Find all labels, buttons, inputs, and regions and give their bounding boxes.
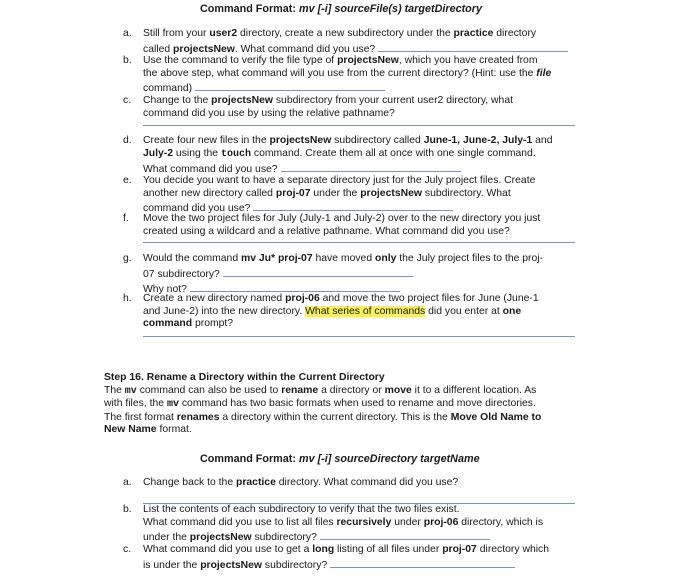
answer-blank[interactable] xyxy=(195,80,385,91)
bold-run: proj-07 xyxy=(275,187,311,199)
item-letter: f. xyxy=(123,213,129,224)
text-line xyxy=(143,175,593,188)
text-run: What command did you use? xyxy=(143,164,278,176)
answer-blank[interactable] xyxy=(378,41,568,52)
question-item xyxy=(123,135,593,177)
bold-run: long xyxy=(312,544,335,555)
bold-run: proj-06 xyxy=(423,516,459,528)
text-line xyxy=(104,412,594,425)
section-body xyxy=(104,385,594,437)
answer-blank[interactable] xyxy=(223,266,413,277)
text-line xyxy=(143,213,593,226)
text-line xyxy=(143,68,593,81)
text-line xyxy=(143,544,593,557)
text-run: Would the command xyxy=(143,253,241,264)
bold-run: user2 xyxy=(209,28,238,39)
text-run: listing of all files under xyxy=(334,544,443,555)
text-run: under xyxy=(391,516,424,528)
bold-run: June-1, June-2, July-1 xyxy=(423,135,533,146)
text-run: the above step, what command will you use from the current directory? (Hint: use the xyxy=(143,67,537,79)
text-run: a directory within the current directory. This is the xyxy=(219,411,451,423)
text-line xyxy=(143,293,593,306)
text-line xyxy=(143,135,593,148)
command-format-header-1 xyxy=(200,3,482,16)
text-run: command can also be used to xyxy=(136,384,282,396)
bold-run: projectsNew xyxy=(189,532,252,544)
format-syntax: mv [-i] sourceDirectory targetName xyxy=(298,453,480,465)
bold-run: Move Old Name to xyxy=(450,411,542,423)
bold-run: rename xyxy=(281,384,319,396)
text-line xyxy=(104,385,594,399)
text-run: command did you use? xyxy=(143,203,251,215)
text-run: format. xyxy=(156,424,192,436)
question-item xyxy=(123,95,593,120)
bold-run: proj-06 xyxy=(285,293,320,304)
text-run: subdirectory from your current user2 directory, what xyxy=(272,95,514,106)
code-run: touch xyxy=(220,148,251,160)
item-letter: d. xyxy=(123,135,132,146)
bold-run: practice xyxy=(236,477,276,488)
item-text xyxy=(143,55,593,96)
text-run: is under the xyxy=(143,559,201,571)
question-item xyxy=(123,504,593,545)
text-run: , which you have created from xyxy=(398,55,538,66)
text-run: The xyxy=(104,384,125,396)
text-line xyxy=(143,504,593,517)
text-run: and June-2) into the new directory. xyxy=(143,305,306,317)
text-line xyxy=(143,477,593,490)
text-run: subdirectory? xyxy=(251,532,317,544)
item-text xyxy=(143,28,593,56)
text-run: command has two basic formats when used to rename and move directories. xyxy=(178,398,536,410)
text-line xyxy=(104,424,594,437)
item-letter: a. xyxy=(123,28,132,39)
question-item xyxy=(123,477,593,490)
bold-run: recursively xyxy=(336,516,392,528)
text-line xyxy=(143,529,593,545)
text-run: directory which xyxy=(476,544,550,555)
highlight-run: What series of commands xyxy=(305,305,426,317)
text-run: Create a new directory named xyxy=(143,293,286,304)
bold-run: projectsNew xyxy=(337,55,399,66)
text-run: command did you use by using the relative pathname? xyxy=(143,107,395,119)
text-run: Still from your xyxy=(143,28,210,39)
text-run: and xyxy=(532,135,553,146)
code-run: mv xyxy=(166,399,179,411)
text-run: subdirectory. What xyxy=(421,187,511,199)
question-item xyxy=(123,175,593,216)
text-run: a directory or xyxy=(318,384,385,396)
text-run: created using a wildcard and a relative pathname. What command did you use? xyxy=(143,225,510,237)
text-line xyxy=(143,517,593,530)
text-run: under the xyxy=(310,187,361,199)
bold-run: move xyxy=(384,384,412,396)
item-letter: h. xyxy=(123,293,132,304)
item-letter: c. xyxy=(123,95,132,106)
bold-run: projectsNew xyxy=(211,95,273,106)
answer-blank[interactable] xyxy=(330,557,515,568)
text-line xyxy=(143,318,593,331)
item-letter: c. xyxy=(123,544,132,555)
question-item xyxy=(123,28,593,56)
text-run: directory, which is xyxy=(458,516,544,528)
text-line xyxy=(143,28,593,41)
bold-run: projectsNew xyxy=(173,43,235,55)
item-text xyxy=(143,293,593,331)
bold-run: practice xyxy=(453,28,494,39)
text-run: did you enter at xyxy=(425,305,503,317)
text-run: The first format xyxy=(104,411,177,423)
item-text xyxy=(143,477,593,490)
text-run: directory. What command did you use? xyxy=(275,477,459,488)
format-label: Command Format: xyxy=(200,453,296,465)
text-run: prompt? xyxy=(192,318,234,330)
text-run: You decide you want to have a separate directory just for the July project files. Create xyxy=(143,175,536,186)
text-line xyxy=(143,41,593,57)
item-letter: b. xyxy=(123,55,132,66)
item-text xyxy=(143,175,593,216)
item-letter: g. xyxy=(123,253,132,264)
text-line xyxy=(143,266,593,282)
bold-run: projectsNew xyxy=(200,559,262,571)
item-text xyxy=(143,544,593,572)
item-letter: b. xyxy=(123,504,132,515)
answer-blank[interactable] xyxy=(143,242,575,243)
item-text xyxy=(143,135,593,177)
text-run: under the xyxy=(143,532,190,544)
item-letter: e. xyxy=(123,175,132,186)
bold-run: July-2 xyxy=(143,147,174,159)
text-run: subdirectory? xyxy=(261,559,328,571)
text-run: command. Create them all at once with one single command. xyxy=(251,147,536,159)
step-16-section xyxy=(104,372,594,437)
text-run: the July project files to the proj- xyxy=(396,253,544,264)
text-run: using the xyxy=(173,147,221,159)
text-run: subdirectory called xyxy=(331,135,424,146)
bold-run: mv Ju* proj-07 xyxy=(241,253,313,264)
text-run: it to a different location. As xyxy=(411,384,537,396)
text-run: Use the command to verify the file type of xyxy=(143,55,338,66)
answer-blank[interactable] xyxy=(253,200,453,211)
bold-run: one xyxy=(502,305,522,317)
text-run: and move the two project files for June (June-1 xyxy=(319,293,539,304)
text-line xyxy=(143,55,593,68)
text-line xyxy=(143,557,593,573)
text-line xyxy=(143,80,593,96)
item-text xyxy=(143,253,593,297)
bold-run: projectsNew xyxy=(269,135,332,146)
text-run: 07 subdirectory? xyxy=(143,268,220,280)
question-item xyxy=(123,293,593,331)
answer-blank[interactable] xyxy=(143,125,575,126)
text-line xyxy=(143,188,593,201)
text-line xyxy=(143,226,593,239)
text-run: Create four new files in the xyxy=(143,135,270,146)
text-run: Change to the xyxy=(143,95,212,106)
text-line xyxy=(104,398,594,412)
bold-run: command xyxy=(143,318,193,330)
text-run: have moved xyxy=(312,253,375,264)
bold-run: projectsNew xyxy=(360,187,422,199)
answer-blank[interactable] xyxy=(190,281,400,292)
answer-blank[interactable] xyxy=(281,161,461,172)
text-run: . What command did you use? xyxy=(234,43,376,55)
text-line xyxy=(143,148,593,162)
text-run: another new directory called xyxy=(143,187,276,199)
bold-run: only xyxy=(375,253,397,264)
command-format-header-2 xyxy=(200,453,480,466)
text-run: directory, create a new subdirectory under the xyxy=(237,28,454,39)
bold-run: New Name xyxy=(104,424,157,436)
item-letter: a. xyxy=(123,477,132,488)
answer-blank[interactable] xyxy=(143,336,575,337)
bold-run: renames xyxy=(176,411,220,423)
text-run: List the contents of each subdirectory to verify that the two files exist. xyxy=(143,504,460,515)
item-text xyxy=(143,95,593,120)
text-run: called xyxy=(143,43,174,55)
item-text xyxy=(143,504,593,545)
question-item xyxy=(123,544,593,572)
text-run: What command did you use to list all files xyxy=(143,516,337,528)
text-run: Change back to the xyxy=(143,477,237,488)
text-line xyxy=(143,95,593,108)
question-item xyxy=(123,253,593,297)
text-run: with files, the xyxy=(104,398,167,410)
text-run: command) xyxy=(143,83,193,95)
answer-blank[interactable] xyxy=(320,529,490,540)
bold-run: proj-07 xyxy=(442,544,477,555)
bold-italic-run: file xyxy=(536,67,552,79)
text-run: directory xyxy=(493,28,537,39)
question-item xyxy=(123,55,593,96)
text-run: Move the two project files for July (July-1 and July-2) over to the new directory you just xyxy=(143,213,541,224)
text-line xyxy=(143,306,593,319)
question-item xyxy=(123,213,593,238)
text-line xyxy=(143,108,593,121)
format-label: Command Format: xyxy=(200,3,296,15)
section-title: Step 16. Rename a Directory within the Current Directory xyxy=(104,372,385,383)
format-syntax: mv [-i] sourceFile(s) targetDirectory xyxy=(298,3,482,15)
item-text xyxy=(143,213,593,238)
text-run: What command did you use to get a xyxy=(143,544,313,555)
text-line xyxy=(143,253,593,266)
text-run: Why not? xyxy=(143,284,187,296)
code-run: mv xyxy=(124,385,137,397)
